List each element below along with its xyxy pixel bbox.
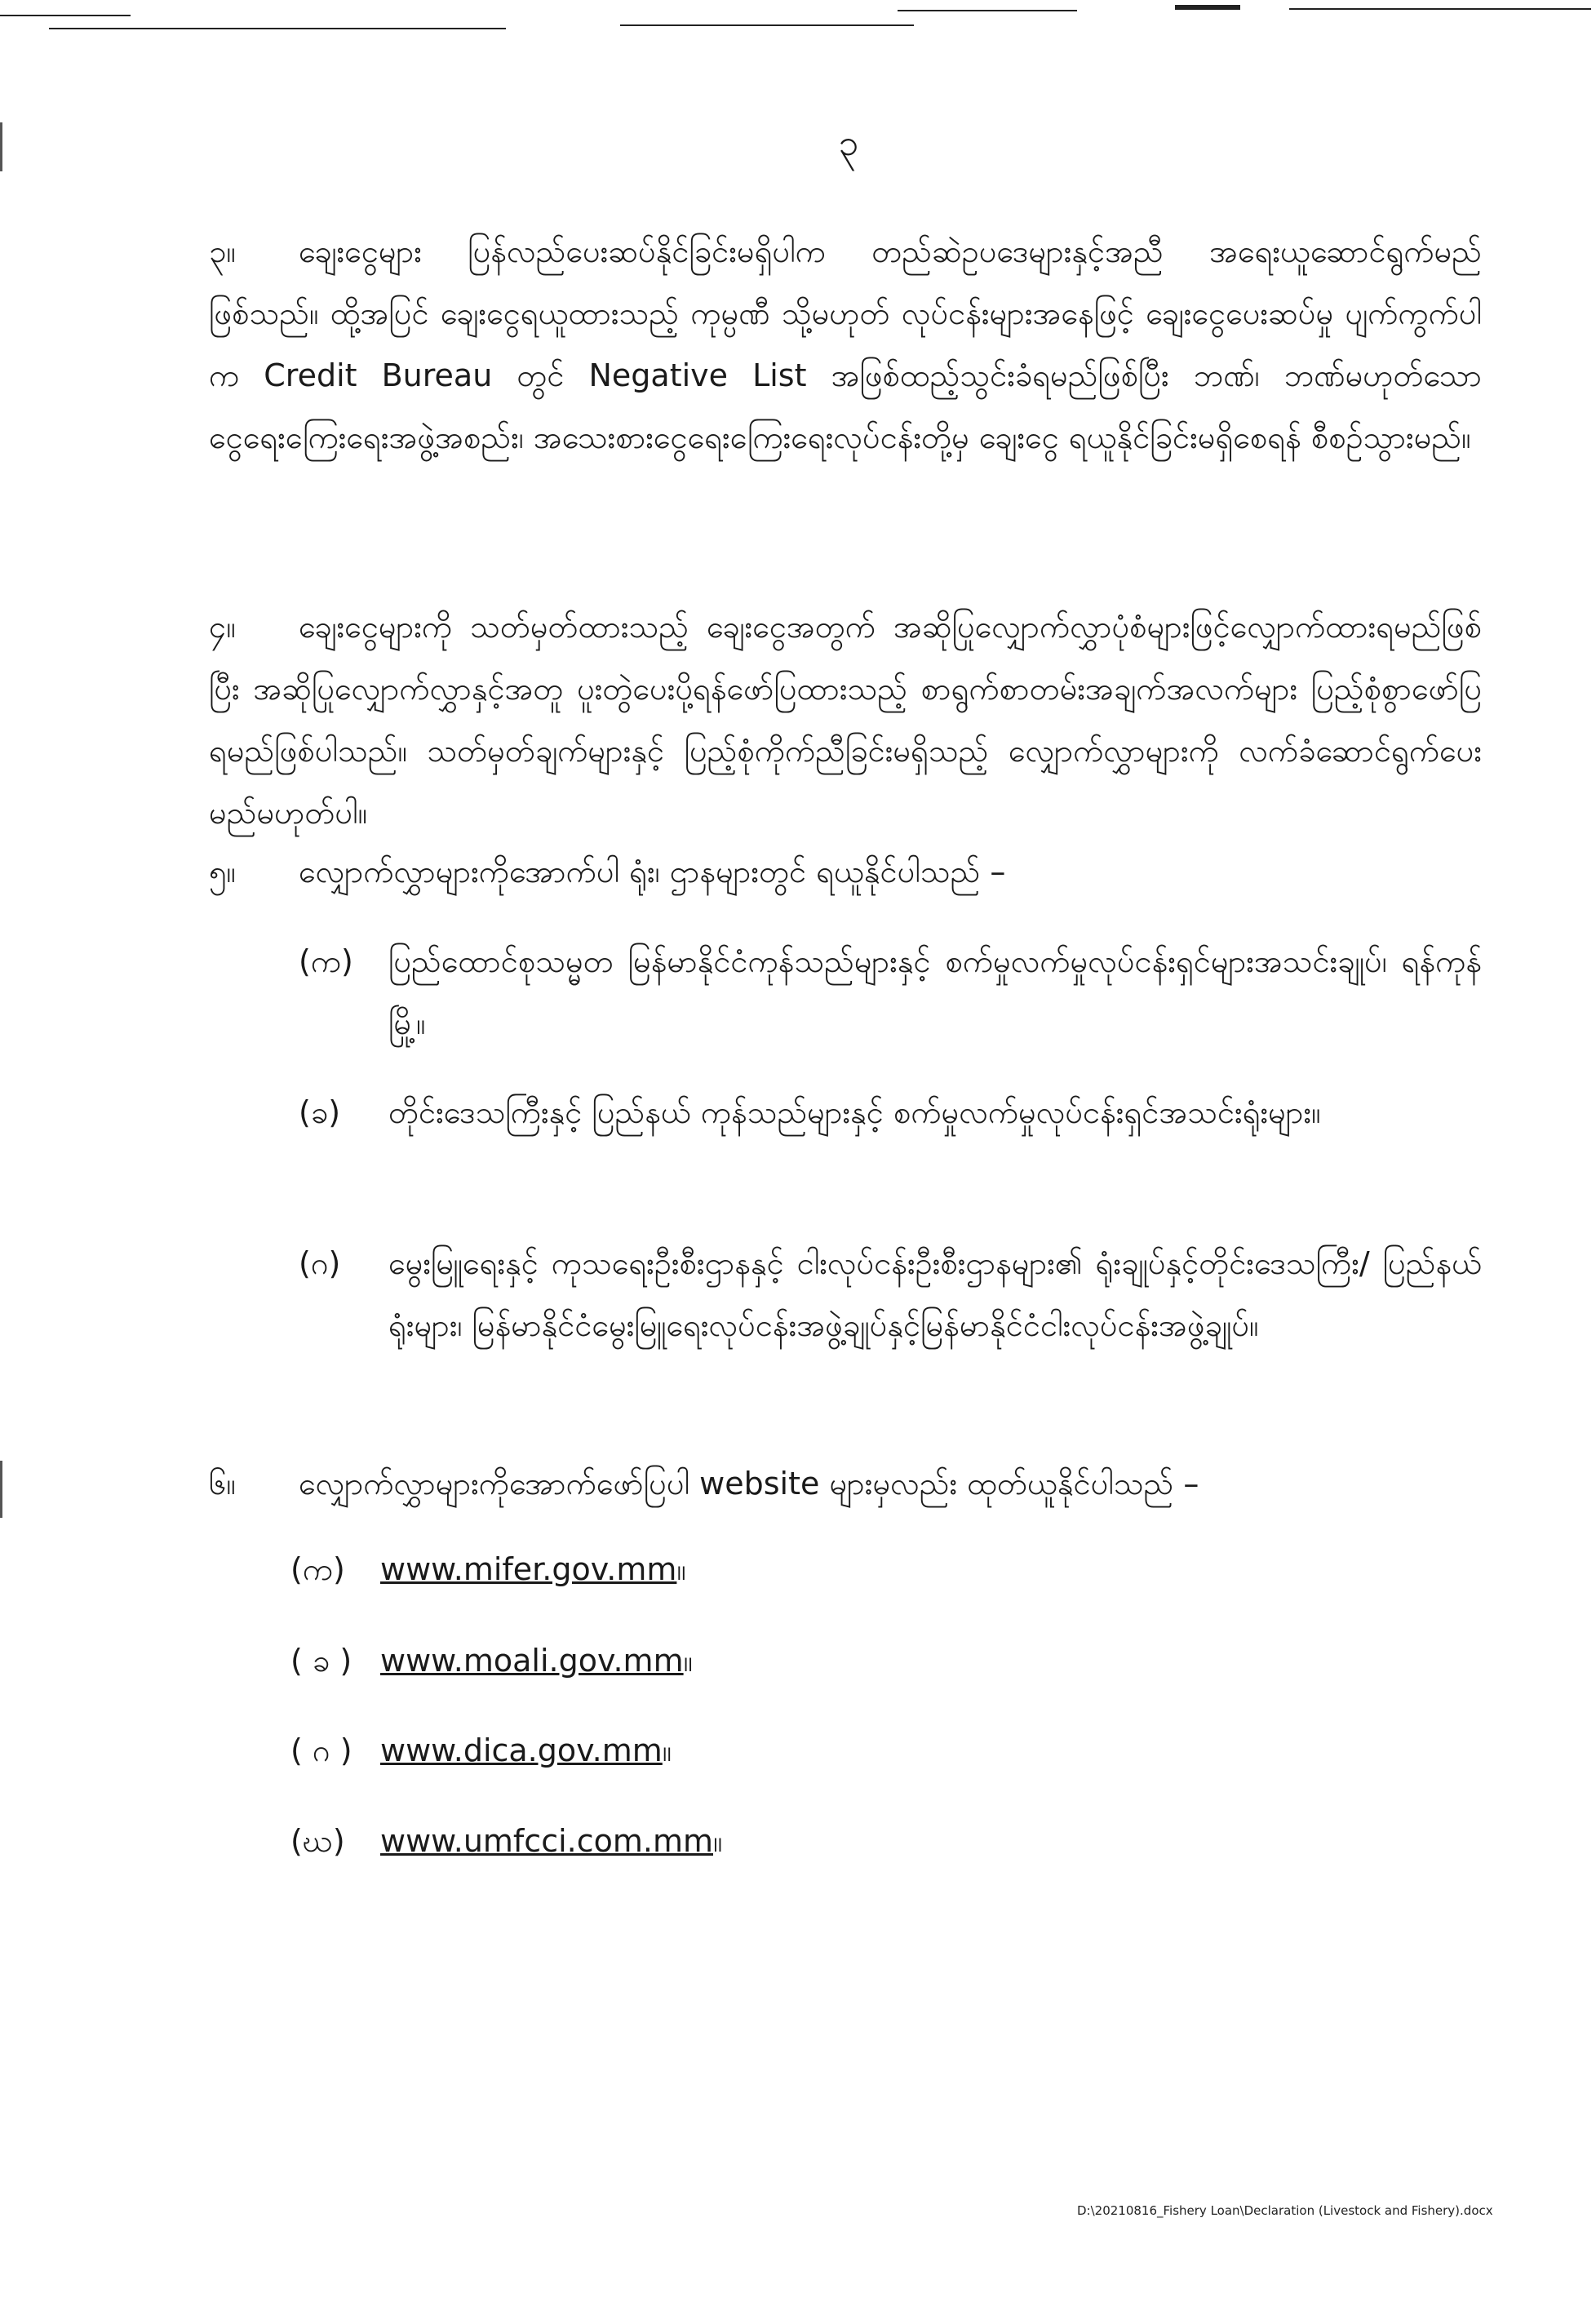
paragraph-6 <box>209 1453 1482 1515</box>
item-text: တိုင်းဒေသကြီးနှင့် ပြည်နယ် ကုန်သည်များနှင့် စက်မှုလက်မှုလုပ်ငန်းရှင်အသင်းရုံးများ။ <box>388 1094 1321 1130</box>
item-text: ပြည်ထောင်စုသမ္မတ မြန်မာနိုင်ငံကုန်သည်များနှင့် စက်မှုလက်မှုလုပ်ငန်းရှင်များအသင်းချုပ်၊ ရန်ကုန်မြို့။ <box>388 943 1482 1041</box>
paragraph-4 <box>209 596 1482 844</box>
office-item <box>299 930 1482 1061</box>
website-link[interactable]: www.mifer.gov.mm <box>380 1551 677 1587</box>
paragraph-number: ၆။ <box>209 1466 236 1501</box>
sentence-end: ။ <box>676 1551 686 1587</box>
website-item <box>290 1810 1106 1872</box>
page-number: ၃ <box>838 122 859 164</box>
paragraph-number: ၄။ <box>209 609 236 645</box>
website-item <box>290 1630 1106 1692</box>
paragraph-text: ချေးငွေများကို သတ်မှတ်ထားသည့် ချေးငွေအတွက် အဆိုပြုလျှောက်လွှာပုံစံများဖြင့်လျှောက်ထားရမည်ဖြစ်ပြီး အဆိုပြုလျှောက်လွှာနှင့်အတူ ပူးတွဲပေးပို့ရန်ဖော်ပြထားသည့် စာရွက်စာတမ်းအချက်အလက်များ ပြည့်စုံစွာဖော်ပြရမည်ဖြစ်ပါသည်။ သတ်မှတ်ချက်များနှင့် ပြည့်စုံကိုက်ညီခြင်းမရှိသည့် လျှောက်လွှာများကို လက်ခံဆောင်ရွက်ပေးမည်မဟုတ်ပါ။ <box>209 609 1482 831</box>
file-path-footer: D:\20210816_Fishery Loan\Declaration (Livestock and Fishery).docx <box>1077 2203 1493 2218</box>
scan-edge-line <box>1175 5 1240 10</box>
item-marker: (ခ) <box>299 1094 341 1130</box>
item-marker: (က) <box>290 1551 345 1587</box>
website-item <box>290 1538 1106 1600</box>
paragraph-number: ၃။ <box>209 233 236 269</box>
paragraph-text: လျှောက်လွှာများကိုအောက်ဖော်ပြပါ website များမှလည်း ထုတ်ယူနိုင်ပါသည် – <box>299 1466 1199 1501</box>
sentence-end: ။ <box>662 1732 672 1768</box>
paragraph-number: ၅။ <box>209 854 236 889</box>
office-item <box>299 1232 1482 1428</box>
scan-edge-line <box>1289 8 1591 10</box>
item-text: မွေးမြူရေးနှင့် ကုသရေးဦးစီးဌာနနှင့် ငါးလုပ်ငန်းဦးစီးဌာနများ၏ ရုံးချုပ်နှင့်တိုင်းဒေသကြီး/ ပြည်နယ်ရုံးများ၊ မြန်မာနိုင်ငံမွေးမြူရေးလုပ်ငန်းအဖွဲ့ချုပ်နှင့်မြန်မာနိုင်ငံငါးလုပ်ငန်းအဖွဲ့ချုပ်။ <box>388 1245 1482 1343</box>
paragraph-text: လျှောက်လွှာများကိုအောက်ပါ ရုံး၊ ဌာနများတွင် ရယူနိုင်ပါသည် – <box>299 854 1006 889</box>
item-marker: ( ခ ) <box>290 1643 352 1679</box>
scan-edge-line <box>620 24 914 26</box>
paragraph-3 <box>209 220 1482 468</box>
item-marker: (က) <box>299 943 353 979</box>
paragraph-text: ချေးငွေများ ပြန်လည်ပေးဆပ်နိုင်ခြင်းမရှိပါက တည်ဆဲဥပဒေများနှင့်အညီ အရေးယူဆောင်ရွက်မည်ဖြစ်သည်။ ထို့အပြင် ချေးငွေရယူထားသည့် ကုမ္ပဏီ သို့မဟုတ် လုပ်ငန်းများအနေဖြင့် ချေးငွေပေးဆပ်မှု ပျက်ကွက်ပါက Credit Bureau တွင် Negative List အဖြစ်ထည့်သွင်းခံရမည်ဖြစ်ပြီး ဘဏ်၊ ဘဏ်မဟုတ်သော ငွေရေးကြေးရေးအဖွဲ့အစည်း၊ အသေးစားငွေရေးကြေးရေးလုပ်ငန်းတို့မှ ချေးငွေ ရယူနိုင်ခြင်းမရှိစေရန် စီစဉ်သွားမည်။ <box>209 233 1482 455</box>
item-marker: (ဃ) <box>290 1823 345 1859</box>
website-item <box>290 1719 1106 1781</box>
scan-edge-line <box>49 28 506 29</box>
website-link[interactable]: www.dica.gov.mm <box>380 1732 663 1768</box>
paragraph-5 <box>209 841 1482 903</box>
item-marker: (ဂ) <box>299 1245 341 1281</box>
scan-edge-line <box>898 10 1077 11</box>
website-link[interactable]: www.umfcci.com.mm <box>380 1823 713 1859</box>
scan-margin-mark <box>0 1461 2 1518</box>
office-item <box>299 1081 1482 1212</box>
item-marker: ( ဂ ) <box>290 1732 352 1768</box>
website-link[interactable]: www.moali.gov.mm <box>380 1643 684 1679</box>
sentence-end: ။ <box>683 1643 694 1679</box>
scan-edge-line <box>0 15 131 16</box>
sentence-end: ။ <box>713 1823 723 1859</box>
